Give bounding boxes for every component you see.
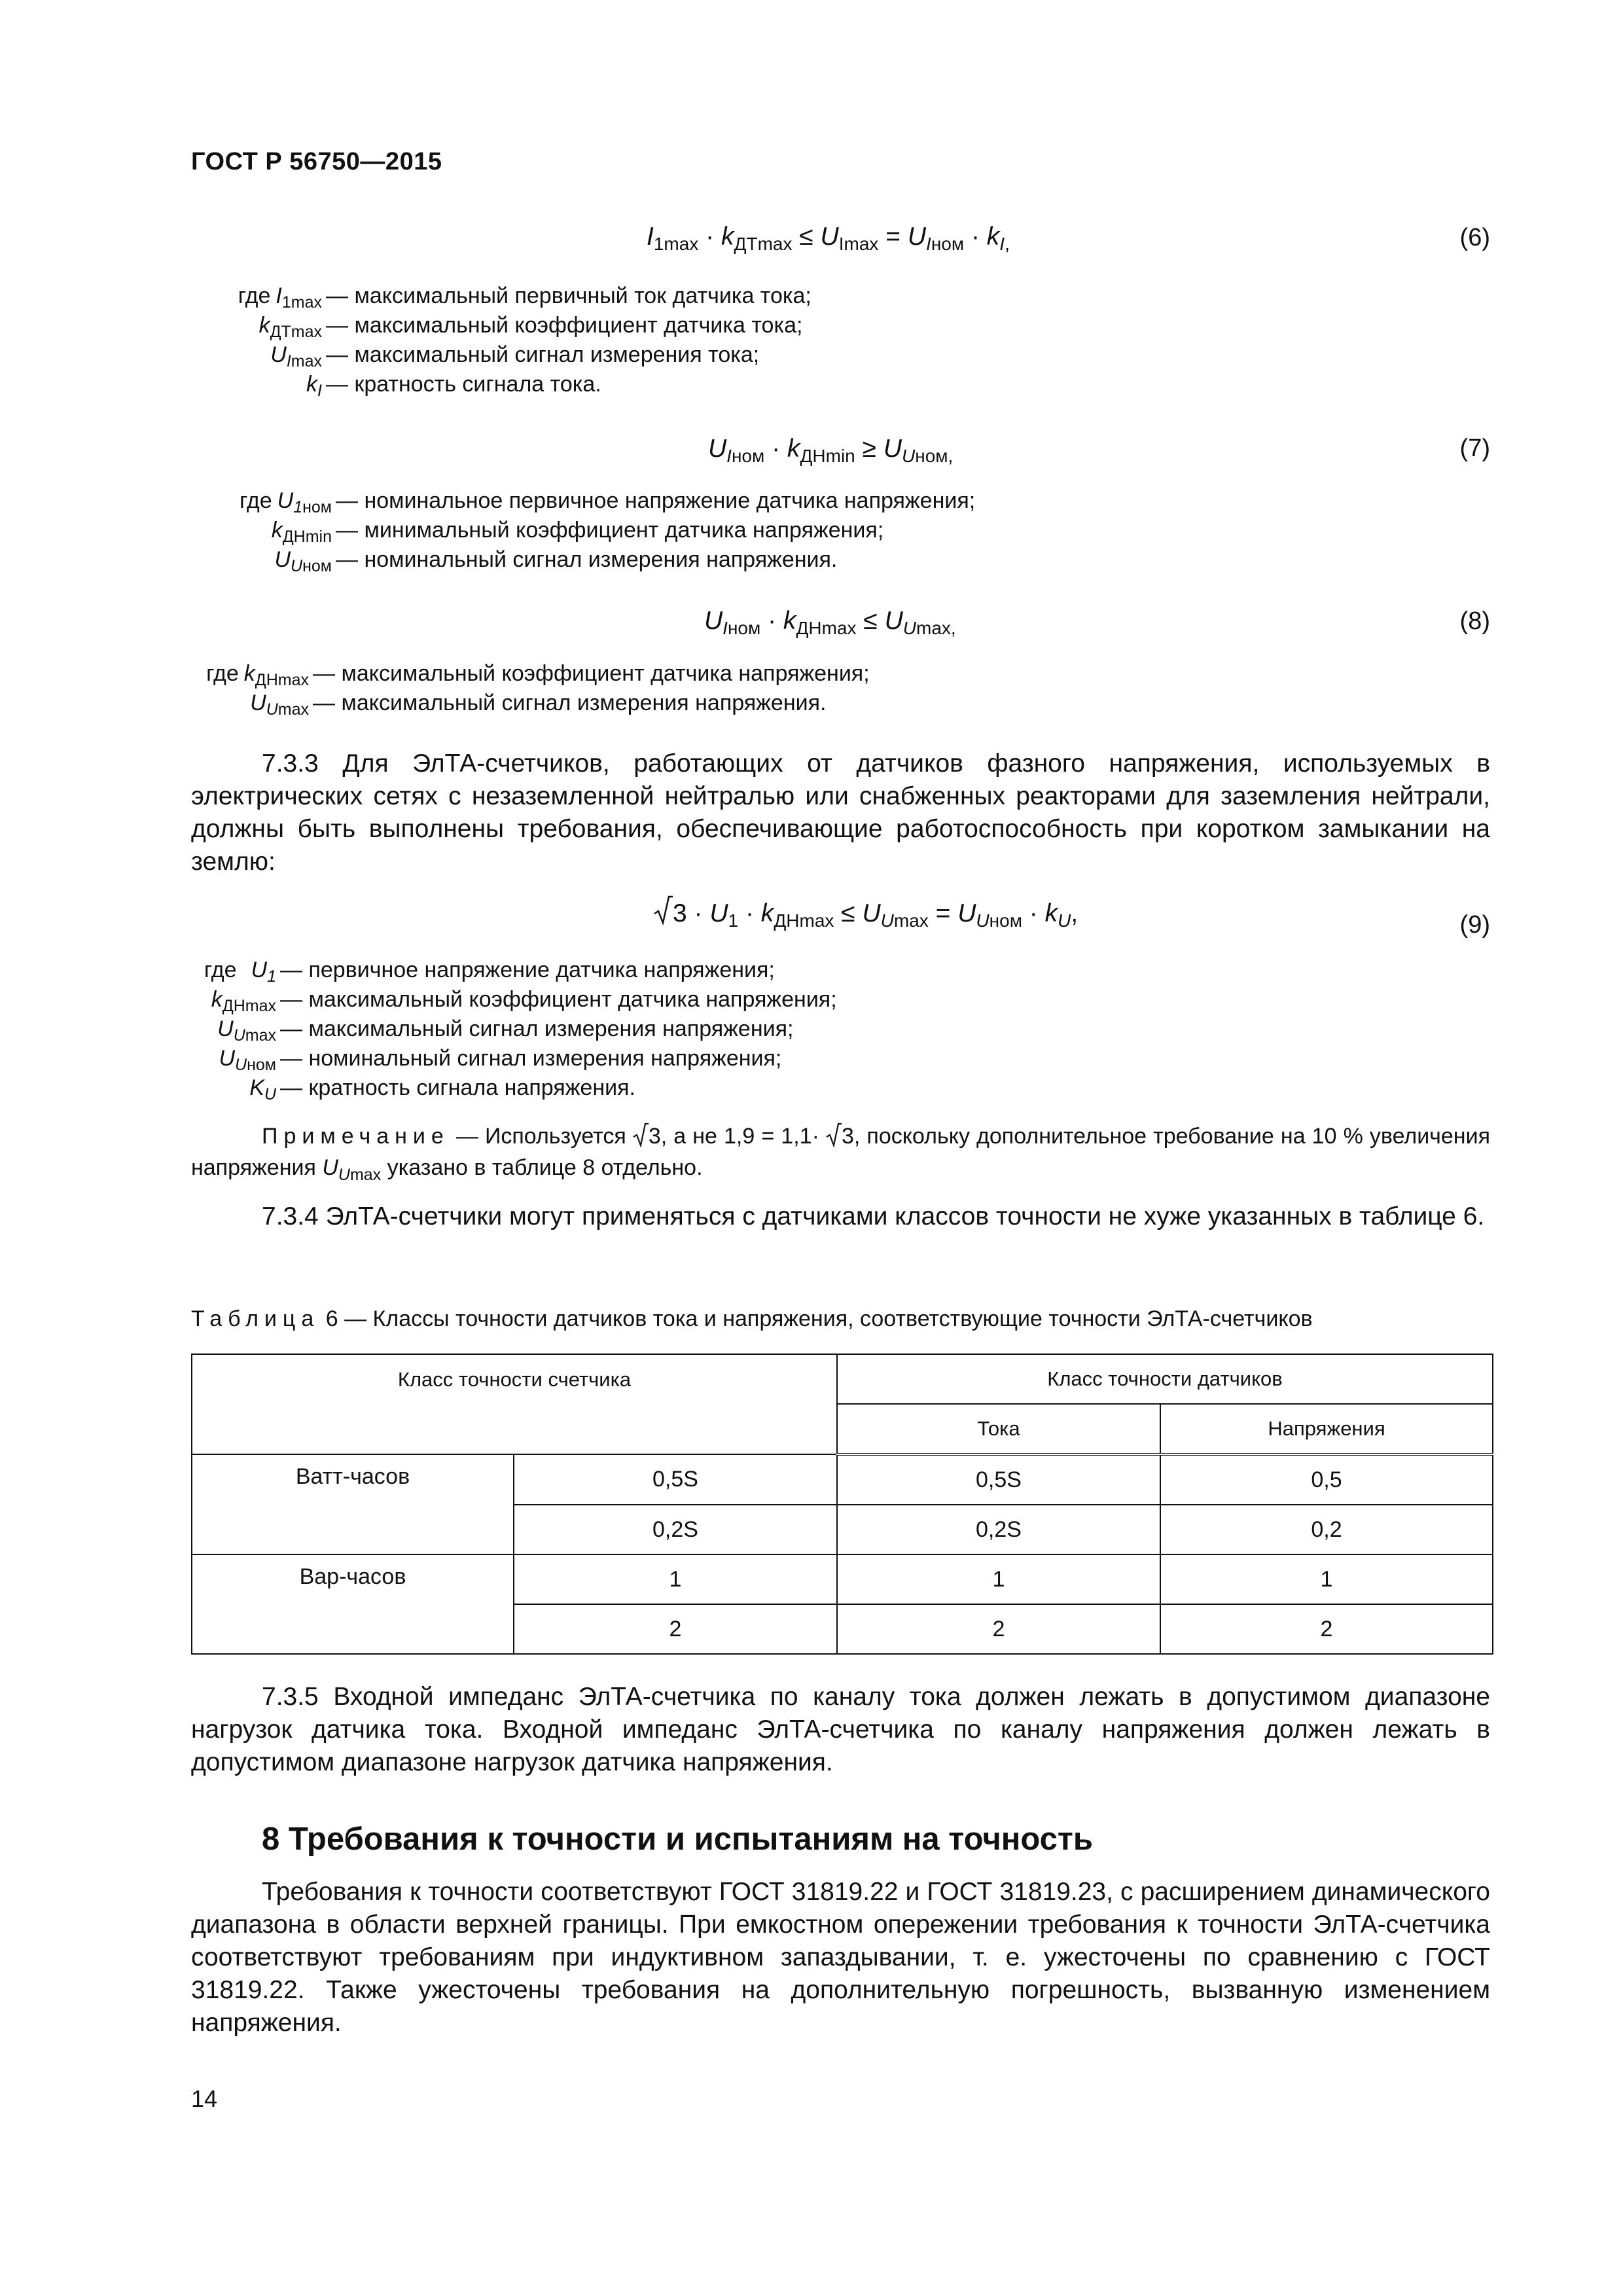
where-item: $k_I$ — кратность сигнала тока. — [306, 372, 601, 400]
table-row: Вар-часов 1 1 1 — [192, 1554, 1493, 1604]
page-number: 14 — [191, 2085, 218, 2112]
sqrt-symbol — [633, 1122, 649, 1147]
sqrt-symbol — [653, 895, 673, 925]
row-group-label: Ватт-часов — [192, 1454, 514, 1554]
where-item: $U_{Umax}$ — максимальный сигнал измерения напряжения; — [217, 1016, 794, 1045]
header-current: Тока — [837, 1404, 1160, 1454]
table-caption: Таблица 6 — Классы точности датчиков тока и напряжения, соответствующие точности ЭлТА-счетчиков — [191, 1306, 1313, 1331]
formula-9: $3 \cdot U_1 \cdot k_{ДНmax} \le U_{Umax} = U_{Uном} \cdot k_U$, — [653, 895, 1078, 928]
paragraph-7-3-3: 7.3.3 Для ЭлТА-счетчиков, работающих от датчиков фазного напряжения, используемых в электрических сетях с незаземленной нейтралью или снабженных реакторами для заземления нейтрали, должны быть выполнены требования, обеспечивающие работоспособность при коротком замыкании на землю: — [191, 749, 1490, 876]
where-item: $U_{Uном}$ — номинальный сигнал измерения напряжения; — [219, 1046, 782, 1074]
where-item: где $U_1$ — первичное напряжение датчика напряжения; — [204, 958, 775, 986]
where-item: $U_{Umax}$ — максимальный сигнал измерения напряжения. — [250, 691, 827, 719]
where-list-9 — [191, 956, 837, 1103]
header-meter-class: Класс точности счетчика — [192, 1354, 837, 1454]
equation-number-9: (9) — [1459, 911, 1490, 939]
row-group-label: Вар-часов — [192, 1554, 514, 1654]
section-8-title: 8 Требования к точности и испытаниям на точность — [262, 1821, 1094, 1857]
equation-number-7: (7) — [1459, 435, 1490, 462]
sqrt-symbol — [826, 1122, 842, 1147]
where-item: $k_{ДНmax}$ — максимальный коэффициент датчика напряжения; — [211, 987, 837, 1015]
note-label: Примечание — [262, 1124, 450, 1149]
where-item: $K_U$ — кратность сигнала напряжения. — [249, 1075, 635, 1103]
where-item: $k_{ДНmin}$ — минимальный коэффициент датчика напряжения; — [271, 518, 884, 546]
formula-7: $U_{Iном} \cdot k_{ДНmin} \ge U_{Uном,}$ — [708, 435, 954, 466]
where-item: $U_{Imax}$ — максимальный сигнал измерения тока; — [270, 342, 760, 370]
where-item: $U_{Uном}$ — номинальный сигнал измерения напряжения. — [274, 547, 838, 575]
section-8-paragraph: Требования к точности соответствуют ГОСТ 31819.22 и ГОСТ 31819.23, с расширением динамического диапазона в области верхней границы. При емкостном опережении требования к точности ЭлТА-счетчика соответствуют требованиям при индуктивном запаздывании, т. е. ужесточены по сравнению с ГОСТ 31819.22. Также ужесточены требования на дополнительную погрешность, вызванную изменением напряжения. — [191, 1878, 1490, 2037]
table-row: 0,2S 0,2S 0,2 — [192, 1505, 1493, 1554]
header-sensor-class: Класс точности датчиков — [837, 1354, 1493, 1404]
equation-number-8: (8) — [1459, 607, 1490, 635]
paragraph-7-3-4: 7.3.4 ЭлТА-счетчики могут применяться с датчиками классов точности не хуже указанных в таблице 6. — [262, 1202, 1485, 1230]
header-voltage: Напряжения — [1160, 1404, 1493, 1454]
table-row: 2 2 2 — [192, 1604, 1493, 1654]
accuracy-table — [191, 1354, 1493, 1655]
where-item: $k_{ДТmax}$ — максимальный коэффициент датчика тока; — [259, 313, 803, 341]
table-row: Ватт-часов 0,5S 0,5S 0,5 — [192, 1454, 1493, 1505]
where-list-8 — [191, 659, 870, 718]
formula-6: $I_{1max} \cdot k_{ДТmax} \le U_{Imax} = U_{Iном} \cdot k_{I,}$ — [647, 223, 1010, 254]
formula-8: $U_{Iном} \cdot k_{ДНmax} \le U_{Umax,}$ — [704, 607, 956, 638]
paragraph-7-3-5: 7.3.5 Входной импеданс ЭлТА-счетчика по каналу тока должен лежать в допустимом диапазоне нагрузок датчика тока. Входной импеданс ЭлТА-счетчика по каналу напряжения должен лежать в допустимом диапазоне нагрузок датчика напряжения. — [191, 1683, 1490, 1776]
where-item: где $I_{1max}$ — максимальный первичный ток датчика тока; — [238, 283, 812, 312]
where-item: где $k_{ДНmax}$ — максимальный коэффициент датчика напряжения; — [206, 661, 870, 689]
note: Примечание — Используется 3, а не 1,9 = 1,1· 3, поскольку дополнительное требование на 10 % увеличения напряжения $U_{Umax}$ указано в таблице 8 отдельно. — [191, 1124, 1490, 1184]
where-list-7 — [191, 486, 975, 575]
equation-number-6: (6) — [1459, 224, 1490, 251]
document-header: ГОСТ Р 56750—2015 — [191, 148, 442, 175]
where-list-6 — [191, 281, 812, 399]
where-item: где $U_{1ном}$ — номинальное первичное напряжение датчика напряжения; — [240, 488, 976, 516]
